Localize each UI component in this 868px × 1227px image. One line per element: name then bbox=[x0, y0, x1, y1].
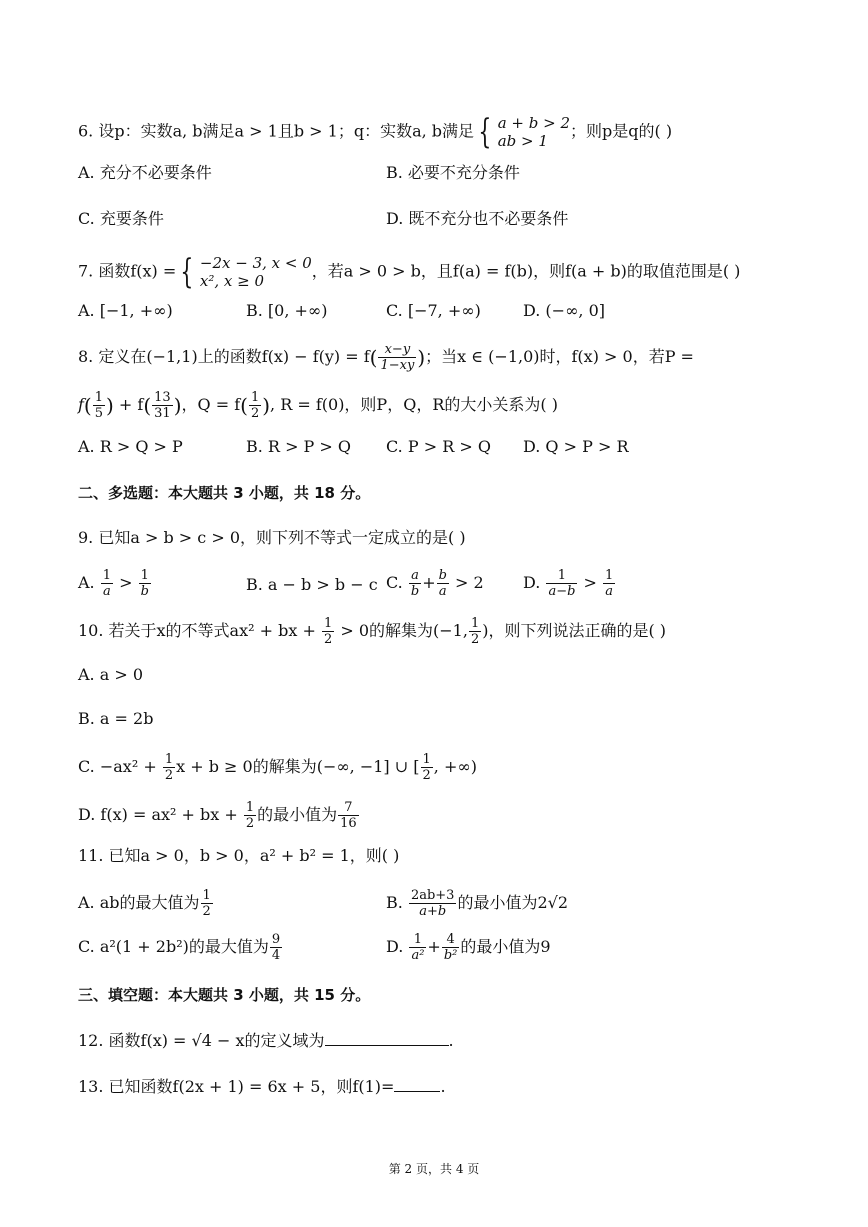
fraction: $\frac{1}{\text{a²}}$ bbox=[411, 932, 425, 963]
q7-stem: 7. 函数f(x) = { −2x − 3, x < 0 x², x ≥ 0 ，若a > 0 > b，且f(a) = f(b)，则f(a + b)的取值范围是( ) bbox=[78, 252, 741, 292]
fraction: $\frac{x-y}{1-xy}$ bbox=[380, 342, 415, 373]
fraction: $\frac{7}{16}$ bbox=[340, 800, 357, 831]
fraction: $\frac{1}{2}$ bbox=[422, 752, 431, 783]
brace-icon: { bbox=[180, 252, 194, 292]
fraction: $\frac{1}{a-b}$ bbox=[548, 568, 576, 599]
q11-stem: 11. 已知a > 0，b > 0，a² + b² = 1，则( ) bbox=[78, 846, 400, 865]
fraction: $\frac{1}{2}$ bbox=[470, 616, 480, 647]
fraction: $\frac{1}{2}$ bbox=[250, 390, 260, 421]
fraction: $\frac{4}{\text{b²}}$ bbox=[443, 932, 458, 963]
q10-stem: 10. 若关于x的不等式ax² + bx + $\frac{1}{2}$ > 0的解集为(−1, $\frac{1}{2}$ )，则下列说法正确的是( ) bbox=[78, 616, 667, 647]
q6-conditions: a + b > 2 ab > 1 bbox=[497, 114, 570, 150]
fraction: $\frac{2ab+3}{a+b}$ bbox=[410, 888, 455, 919]
q10-option-b: B. a = 2b bbox=[78, 709, 154, 728]
q8-option-b: B. R > P > Q bbox=[246, 437, 352, 456]
q12-stem: 12. 函数f(x) = √4 − x的定义域为 . bbox=[78, 1031, 454, 1050]
fraction: $\frac{a}{b}$ bbox=[410, 568, 420, 599]
fraction: $\frac{1}{5}$ bbox=[94, 390, 104, 421]
q11-option-c: C. a²(1 + 2b²)的最大值为 $\frac{9}{4}$ bbox=[78, 932, 281, 963]
q13-stem: 13. 已知函数f(2x + 1) = 6x + 5，则f(1)= . bbox=[78, 1077, 446, 1096]
q7-option-a: A. [−1, +∞) bbox=[78, 301, 173, 320]
fraction: $\frac{1}{2}$ bbox=[323, 616, 333, 647]
section-heading-multiple-choice: 二、多选题：本大题共 3 小题，共 18 分。 bbox=[78, 484, 371, 502]
q7-option-d: D. (−∞, 0] bbox=[523, 301, 605, 320]
q9-stem: 9. 已知a > b > c > 0，则下列不等式一定成立的是( ) bbox=[78, 528, 466, 547]
q7-option-b: B. [0, +∞) bbox=[246, 301, 328, 320]
q11-option-d: D. $\frac{1}{\text{a²}}$ + $\frac{4}{\text{b²}}$ 的最小值为9 bbox=[386, 932, 551, 963]
q6-option-c: C. 充要条件 bbox=[78, 209, 164, 228]
q9-option-c: C. $\frac{a}{b}$ + $\frac{b}{a}$ > 2 bbox=[386, 568, 484, 599]
q7-option-c: C. [−7, +∞) bbox=[386, 301, 481, 320]
q6-option-b: B. 必要不充分条件 bbox=[386, 163, 520, 182]
fraction: $\frac{b}{a}$ bbox=[438, 568, 447, 599]
q6-option-d: D. 既不充分也不必要条件 bbox=[386, 209, 569, 228]
q10-option-a: A. a > 0 bbox=[78, 665, 144, 684]
q11-option-b: B. $\frac{2ab+3}{a+b}$ 的最小值为2√2 bbox=[386, 888, 569, 919]
answer-blank[interactable] bbox=[394, 1077, 440, 1092]
fraction: $\frac{1}{b}$ bbox=[140, 568, 149, 599]
section-heading-fill-in: 三、填空题：本大题共 3 小题，共 15 分。 bbox=[78, 986, 371, 1004]
fraction: $\frac{1}{a}$ bbox=[102, 568, 112, 599]
q8-stem-line2: f( $\frac{1}{5}$ ) + f( $\frac{13}{31}$ )，Q = f( $\frac{1}{2}$ ), R = f(0)，则P，Q，R的大小关系为( ) bbox=[78, 390, 558, 421]
q9-option-b: B. a − b > b − c bbox=[246, 575, 378, 594]
fraction: $\frac{13}{31}$ bbox=[154, 390, 171, 421]
fraction: $\frac{1}{a}$ bbox=[605, 568, 614, 599]
fraction: $\frac{9}{4}$ bbox=[271, 932, 281, 963]
page-footer: 第 2 页，共 4 页 bbox=[388, 1162, 480, 1176]
q9-option-a: A. $\frac{1}{a}$ > $\frac{1}{b}$ bbox=[78, 568, 149, 599]
fraction: $\frac{1}{2}$ bbox=[164, 752, 174, 783]
q10-option-d: D. f(x) = ax² + bx + $\frac{1}{2}$ 的最小值为 $\frac{7}{16}$ bbox=[78, 800, 357, 831]
q7-cases: −2x − 3, x < 0 x², x ≥ 0 bbox=[199, 254, 312, 290]
fraction: $\frac{1}{2}$ bbox=[202, 888, 211, 919]
q6-option-a: A. 充分不必要条件 bbox=[78, 163, 212, 182]
brace-icon: { bbox=[478, 112, 492, 152]
q8-option-d: D. Q > P > R bbox=[523, 437, 629, 456]
answer-blank[interactable] bbox=[325, 1031, 449, 1046]
q6-stem-text: 6. 设p：实数a, b满足a > 1且b > 1；q：实数a, b满足 bbox=[78, 121, 475, 141]
q9-option-d: D. $\frac{1}{a-b}$ > $\frac{1}{a}$ bbox=[523, 568, 614, 599]
q8-option-c: C. P > R > Q bbox=[386, 437, 491, 456]
fraction: $\frac{1}{2}$ bbox=[245, 800, 255, 831]
q10-option-c: C. −ax² + $\frac{1}{2}$ x + b ≥ 0的解集为(−∞, −1] ∪ [ $\frac{1}{2}$ , +∞) bbox=[78, 752, 477, 783]
q6-stem: 6. 设p：实数a, b满足a > 1且b > 1；q：实数a, b满足 { a + b > 2 ab > 1 ；则p是q的( ) bbox=[78, 112, 673, 152]
q8-stem: 8. 定义在(−1,1)上的函数f(x) − f(y) = f( $\frac{x-y}{1-xy}$ )；当x ∈ (−1,0)时，f(x) > 0，若P = bbox=[78, 342, 694, 373]
q8-option-a: A. R > Q > P bbox=[78, 437, 183, 456]
q11-option-a: A. ab的最大值为 $\frac{1}{2}$ bbox=[78, 888, 211, 919]
